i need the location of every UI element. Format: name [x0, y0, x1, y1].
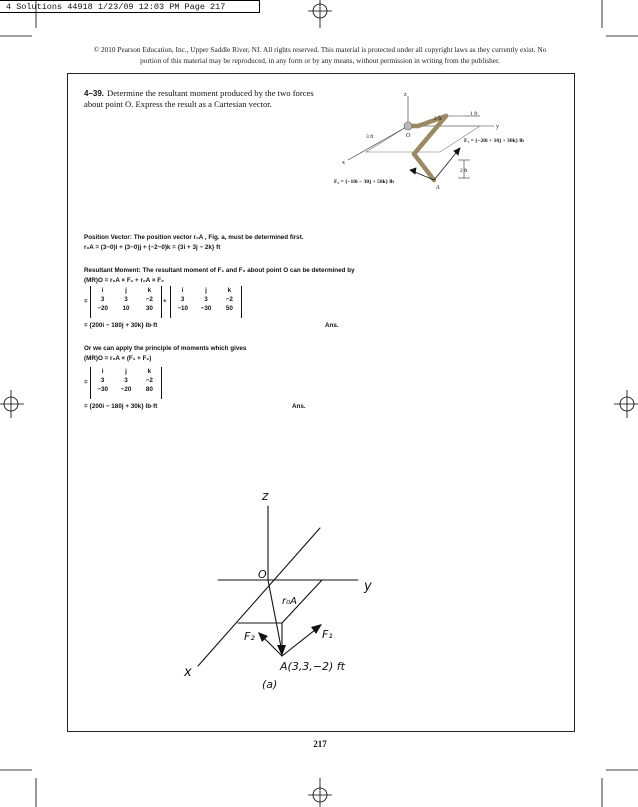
- page-number: 217: [313, 739, 327, 749]
- force-f2-label: F₂ = {−10i − 30j + 50k} lb: [334, 179, 395, 185]
- problem-figure: [330, 88, 570, 200]
- sketch-f2-label: F₂: [244, 630, 255, 643]
- result-2: = {200i − 180j + 30k} lb·ft: [84, 403, 158, 410]
- sketch-y-label: y: [364, 579, 372, 594]
- y-label: y: [496, 124, 499, 130]
- x-axis: [348, 126, 408, 160]
- print-slug: 4 Solutions 44918 1/23/09 12:03 PM Page 217: [0, 0, 260, 13]
- problem-text: Determine the resultant moment produced by the two forces about point O. Express the result as a Cartesian vector.: [84, 88, 314, 109]
- point-o-label: O: [406, 133, 411, 139]
- problem-number: 4–39.: [84, 89, 105, 98]
- position-vector-equation: r₀A = (3−0)i + (3−0)j + (−2−0)k = {3i + 3j − 2k} ft: [84, 244, 221, 251]
- dim-2ft-right: 2 ft: [460, 168, 468, 174]
- dim-3ft: 3 ft: [366, 134, 374, 140]
- resultant-moment-label: Resultant Moment:: [84, 267, 141, 274]
- determinant-3: i j k 3 3 −2 −30 −20 80: [90, 367, 162, 399]
- alternate-method-text: Or we can apply the principle of moments which gives: [84, 345, 247, 352]
- resultant-moment-line: [84, 267, 355, 274]
- force-f1-label: F₁ = {−20i + 10j + 30k} lb: [464, 138, 525, 144]
- x-label: x: [342, 160, 345, 166]
- copyright-notice: © 2010 Pearson Education, Inc., Upper Saddle River, NJ. All rights reserved. This material is protected under all copyright laws as they currently exist. No portion of this material may be reproduced, in any form or by any means, without permission in writing from the publisher.: [93, 45, 547, 65]
- position-vector-text: The position vector r₀A , Fig. a, must be determined first.: [133, 234, 304, 241]
- sketch-f1-label: F₁: [322, 628, 333, 641]
- sketch-roa-label: r₀A: [282, 596, 297, 607]
- problem-statement: [84, 88, 314, 110]
- dim-1ft: 1 ft: [470, 111, 478, 117]
- sketch-caption: (a): [262, 678, 278, 691]
- sketch-origin-label: O: [258, 568, 267, 581]
- sketch-point-a-label: A(3,3,−2) ft: [280, 660, 345, 673]
- sketch-x-axis: [198, 528, 320, 666]
- sketch-x-label: x: [184, 665, 192, 680]
- sketch-figure-a: [170, 478, 400, 698]
- sketch-position-vector: [268, 580, 282, 652]
- position-vector-label: Position Vector:: [84, 234, 132, 241]
- alternate-equation: (MR)O = r₀A × (F₁ + F₂): [84, 355, 152, 362]
- dim-2ft-top: 2 ft: [434, 116, 442, 122]
- answer-1-tag: Ans.: [325, 322, 339, 329]
- resultant-moment-equation: (MR)O = r₀A × F₁ + r₀A × F₂: [84, 277, 164, 284]
- result-1: = {200i − 180j + 30k} lb·ft: [84, 322, 158, 329]
- answer-2-tag: Ans.: [292, 403, 306, 410]
- determinant-2: i j k 3 3 −2 −10 −30 50: [170, 286, 242, 318]
- determinant-1: i j k 3 3 −2 −20 10 30: [90, 286, 162, 318]
- resultant-moment-text: The resultant moment of F₁ and F₂ about point O can be determined by: [142, 267, 355, 274]
- z-label: z: [404, 92, 407, 98]
- position-vector-line: [84, 234, 304, 241]
- point-a-label: A: [436, 185, 440, 191]
- sketch-z-label: z: [262, 489, 269, 503]
